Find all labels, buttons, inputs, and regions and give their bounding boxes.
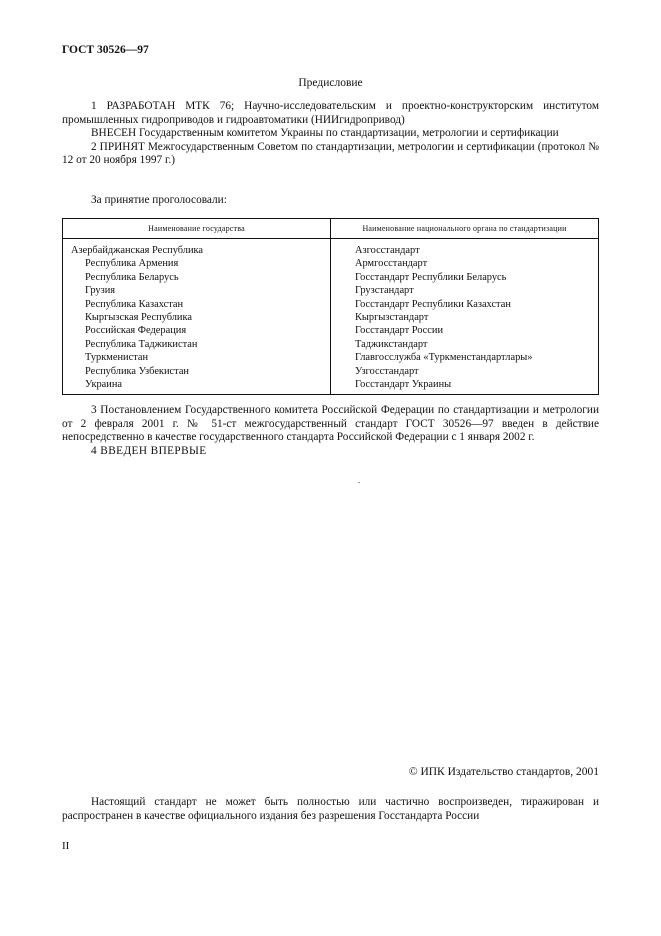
state-name: Республика Казахстан (85, 298, 184, 310)
copyright: © ИПК Издательство стандартов, 2001 (408, 766, 599, 778)
org-name: Госстандарт России (355, 325, 444, 337)
section-title: Предисловие (298, 77, 363, 89)
org-name: Армгосстандарт (355, 258, 428, 270)
org-name: Госстандарт Украины (355, 379, 452, 391)
item-4-introduced: 4 ВВЕДЕН ВПЕРВЫЕ (91, 444, 207, 457)
stray-mark (358, 482, 360, 483)
header-org: Наименование национального органа по стандартизации (331, 219, 599, 239)
state-name: Украина (85, 379, 123, 391)
item-1-submitted: ВНЕСЕН Государственным комитетом Украины по стандартизации, метрологии и сертификации (91, 127, 559, 139)
state-name: Республика Узбекистан (85, 365, 189, 377)
org-name: Азгосстандарт (355, 245, 420, 256)
state-name: Туркменистан (85, 352, 149, 364)
state-name: Кыргызская Республика (85, 312, 192, 324)
item-2-adopted: 2 ПРИНЯТ Межгосударственным Советом по стандартизации, метрологии и сертификации (протокол № 12 от 20 ноября 1997 г.) (62, 140, 599, 166)
org-name: Таджикстандарт (355, 338, 428, 350)
org-name: Главгосслужба «Туркменстандартлары» (355, 352, 533, 364)
page-number: II (62, 840, 70, 852)
state-name: Азербайджанская Республика (71, 245, 204, 256)
state-name: Республика Беларусь (85, 271, 179, 283)
item-3-enacted: 3 Постановлением Государственного комитета Российской Федерации по стандартизации и метрологии от 2 февраля 2001 г. № 51-ст межгосударственный стандарт ГОСТ 30526—97 введен в действие непосредственно в качестве государственного стандарта Российской Федерации с 1 января 2002 г. (62, 404, 599, 443)
org-column (331, 239, 599, 395)
table-header-row (63, 219, 599, 239)
header-state: Наименование государства (63, 219, 331, 239)
org-name: Кыргызстандарт (355, 312, 429, 324)
vote-intro: За принятие проголосовали: (91, 194, 227, 206)
enactment-block (62, 404, 599, 458)
document-code: ГОСТ 30526—97 (62, 44, 149, 56)
state-name: Российская Федерация (85, 325, 187, 337)
item-1-developed: 1 РАЗРАБОТАН МТК 76; Научно-исследовательским и проектно-конструкторским институтом промышленных гидроприводов и гидроавтоматики (НИИгидропривод) (62, 100, 599, 126)
states-table (62, 218, 599, 395)
state-name: Грузия (85, 285, 116, 297)
reproduction-notice (62, 796, 599, 823)
org-name: Грузстандарт (355, 285, 414, 297)
org-name: Узгосстандарт (355, 365, 419, 377)
org-name: Госстандарт Республики Беларусь (355, 271, 507, 283)
state-name: Республика Таджикистан (85, 338, 198, 350)
state-column (63, 239, 331, 395)
notice-text: Настоящий стандарт не может быть полностью или частично воспроизведен, тиражирован и распространен в качестве официального издания без разрешения Госстандарта России (62, 796, 599, 822)
state-name: Республика Армения (85, 258, 179, 270)
org-name: Госстандарт Республики Казахстан (355, 298, 511, 310)
table-row (63, 239, 599, 395)
foreword-block (62, 100, 599, 168)
